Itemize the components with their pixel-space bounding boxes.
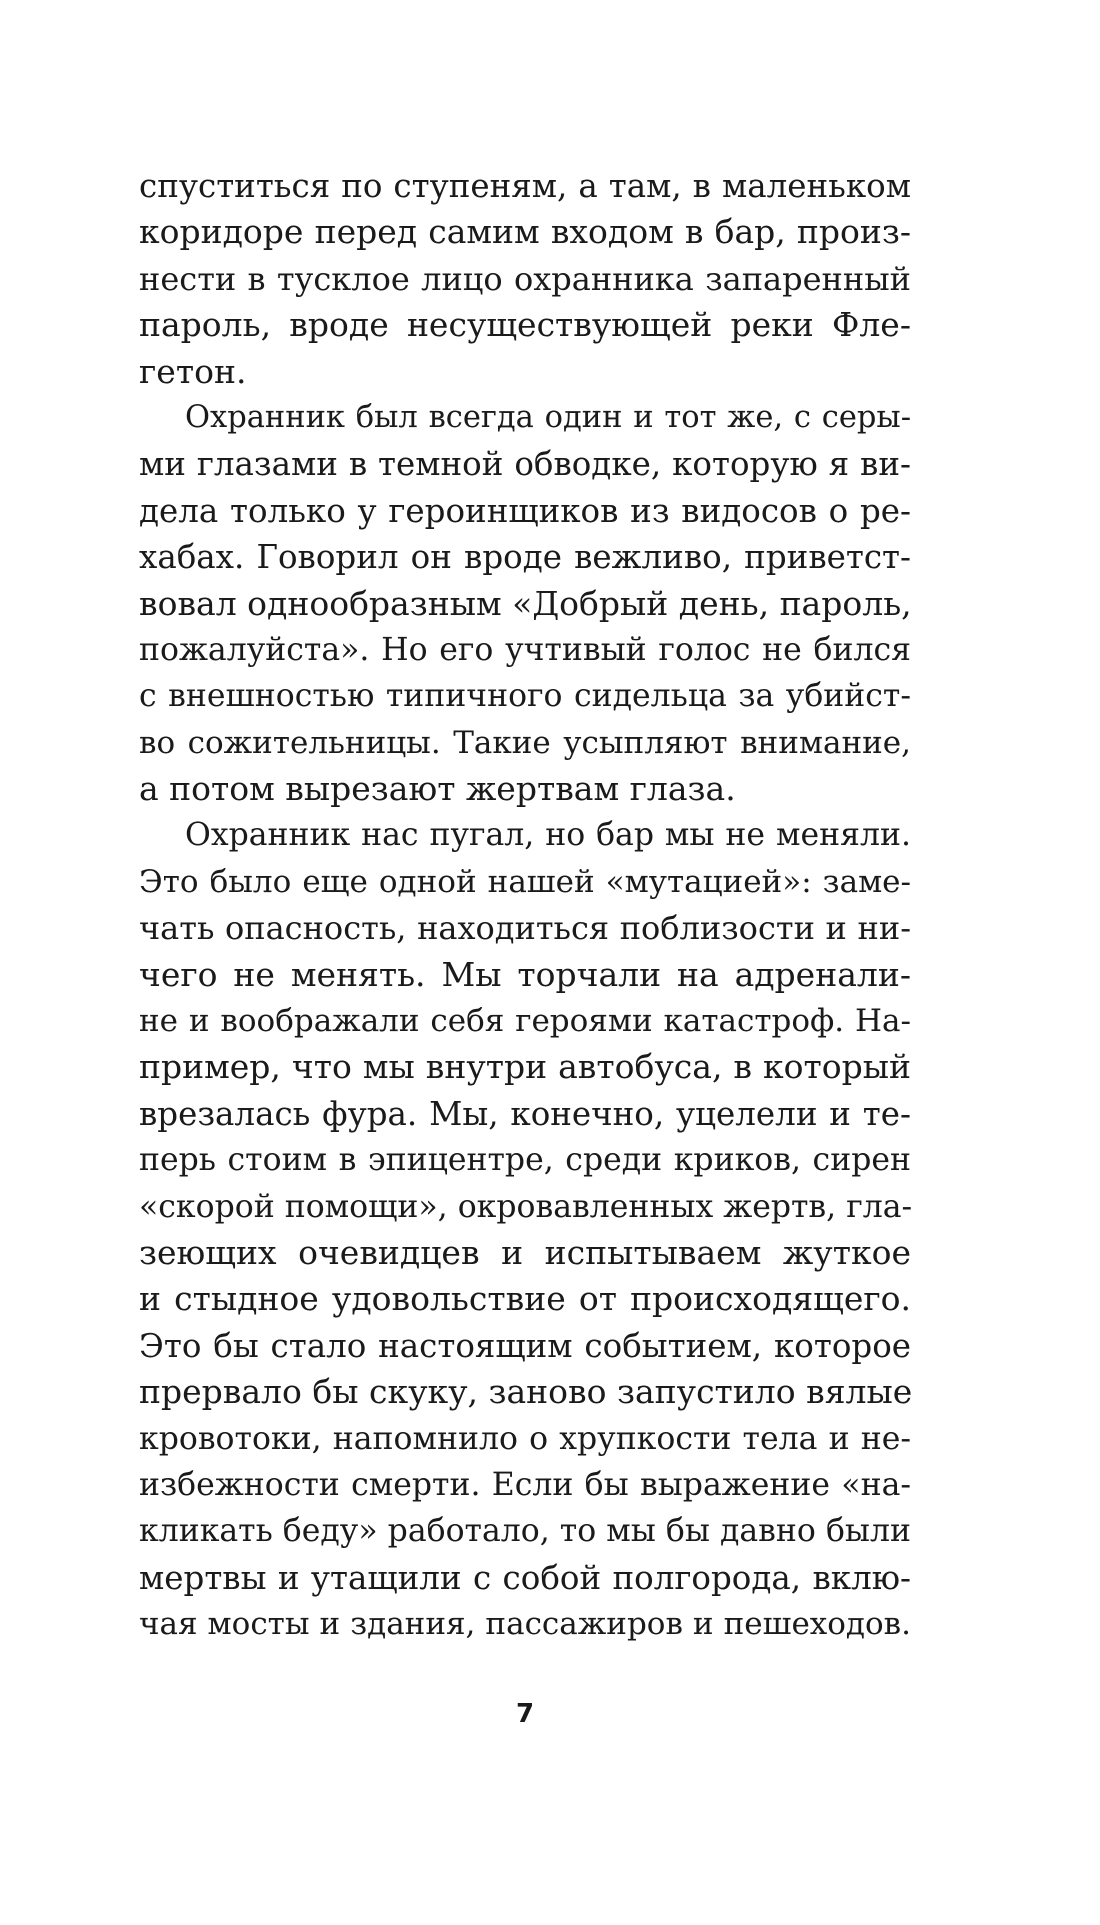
text-line: мертвы и утащили с собой полгорода, вклю- [139,1558,911,1597]
text-line: во сожительницы. Такие усыпляют внимание, [139,724,911,761]
text-line: «скорой помощи», окровавленных жертв, гла- [139,1188,913,1225]
body-text [139,163,911,1648]
text-line: коридоре перед самим входом в бар, произ- [139,212,911,252]
text-line: прервало бы скуку, заново запустило вялые [139,1372,913,1412]
text-line: пожалуйста». Но его учтивый голос не бился [139,631,911,668]
text-line: зеющих очевидцев и испытываем жуткое [139,1232,911,1272]
text-line: нести в тусклое лицо охранника запаренный [139,259,911,298]
text-line: перь стоим в эпицентре, среди криков, сирен [139,1142,911,1179]
text-line: кликать беду» работало, то мы бы давно были [139,1513,911,1550]
text-line: Охранник был всегда один и тот же, с серы- [185,399,911,435]
text-line: Охранник нас пугал, но бар мы не меняли. [185,817,911,854]
text-line: пример, что мы внутри автобуса, в который [139,1047,911,1087]
text-line: гетон. [139,351,247,391]
text-line: дела только у героинщиков из видосов о ре- [139,491,911,530]
text-line: избежности смерти. Если бы выражение «на- [139,1466,911,1503]
text-line: хабах. Говорил он вроде вежливо, приветст- [139,538,911,577]
text-line: кровотоки, напомнило о хрупкости тела и не- [139,1420,911,1457]
text-line: а потом вырезают жертвам глаза. [139,769,736,809]
text-line: и стыдное удовольствие от происходящего. [139,1279,911,1319]
text-line: врезалась фура. Мы, конечно, уцелели и те- [139,1094,911,1133]
page-number: 7 [515,1699,535,1729]
text-line: вовал однообразным «Добрый день, пароль, [139,583,912,623]
text-line: не и воображали себя героями катастроф. На- [139,1003,911,1040]
text-line: с внешностью типичного сидельца за убийст- [139,678,911,715]
text-line: чего не менять. Мы торчали на адренали- [139,954,911,994]
text-line: пароль, вроде несуществующей реки Фле- [139,305,911,345]
text-line: спуститься по ступеням, а там, в маленьком [139,167,911,205]
text-line: ми глазами в темной обводке, которую я ви- [139,445,911,484]
text-line: Это бы стало настоящим событием, которое [139,1326,911,1365]
text-line: Это было еще одной нашей «мутацией»: заме- [139,863,911,900]
text-line: чать опасность, находиться поблизости и ни- [139,909,911,948]
text-line: чая мосты и здания, пассажиров и пешеходов. [139,1606,911,1643]
